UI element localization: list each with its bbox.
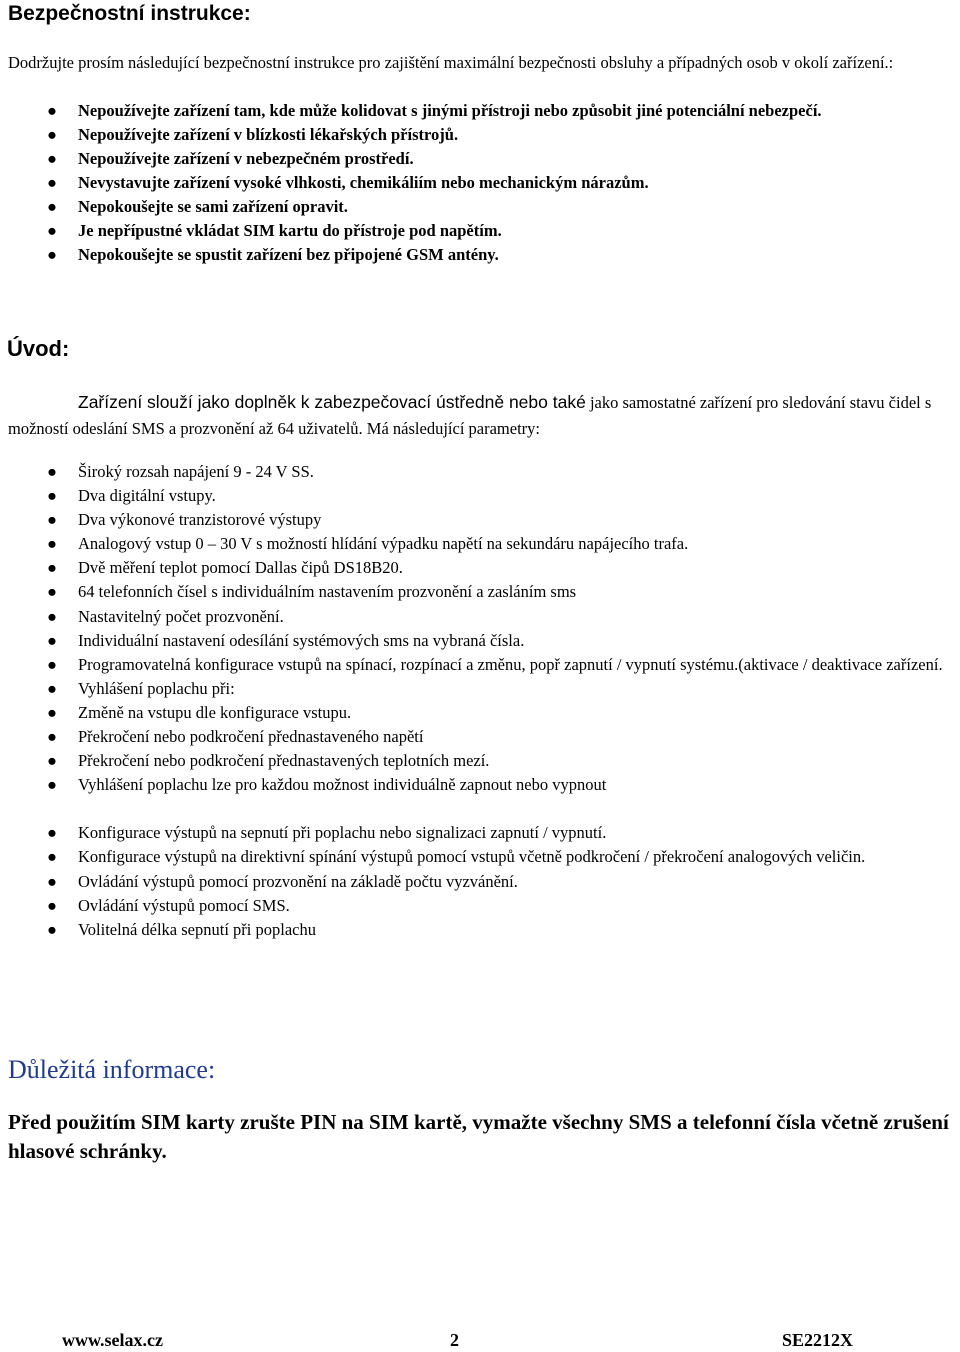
- safety-intro: Dodržujte prosím následující bezpečnostní instrukce pro zajištění maximální bezpečnosti obsluhy a případných osob v okolí zařízení.:: [8, 53, 894, 72]
- list-item: ● Vyhlášení poplachu při: ● Změně na vstupu dle konfigurace vstupu. ● Překročení nebo podkročení přednastaveného napětí ● Překročení nebo podkročení přednastavených teplotních mezí. ● Vyhlášení poplachu lze pro každou možnost individuálně zapnout nebo vypnout: [78, 677, 958, 797]
- bullet-icon: ●: [47, 125, 57, 144]
- important-text: Před použitím SIM karty zrušte PIN na SIM kartě, vymažte všechny SMS a telefonní čísla včetně zrušení hlasové schránky.: [8, 1110, 949, 1163]
- intro-lead: Zařízení slouží jako doplněk k zabezpečovací ústředně nebo také: [78, 392, 586, 412]
- bullet-icon: ●: [47, 149, 57, 168]
- list-item: ● Překročení nebo podkročení přednastavených teplotních mezí.: [78, 749, 958, 773]
- list-item: ● Analogový vstup 0 – 30 V s možností hlídání výpadku napětí na sekundáru napájecího trafa.: [78, 532, 958, 556]
- list-item: ● Ovládání výstupů pomocí prozvonění na základě počtu vyzvánění.: [78, 870, 958, 894]
- bullet-icon: ●: [47, 919, 57, 939]
- intro-rest: jako samostatné zařízení pro sledování stavu čidel s možností odeslání SMS a prozvonění až 64 uživatelů. Má následující parametry:: [8, 393, 932, 438]
- list-item: ● Dva digitální vstupy.: [78, 484, 958, 508]
- list-item: ● Změně na vstupu dle konfigurace vstupu.: [78, 701, 958, 725]
- bullet-icon: ●: [47, 558, 57, 578]
- bullet-icon: ●: [47, 895, 57, 915]
- list-item: ● Nevystavujte zařízení vysoké vlhkosti, chemikáliím nebo mechanickým nárazům.: [78, 171, 948, 195]
- list-item: ● Vyhlášení poplachu lze pro každou možnost individuálně zapnout nebo vypnout: [78, 773, 958, 797]
- bullet-icon: ●: [47, 847, 57, 867]
- list-item: ● Individuální nastavení odesílání systémových sms na vybraná čísla.: [78, 629, 958, 653]
- footer-page-number: 2: [450, 1330, 459, 1350]
- bullet-icon: ●: [47, 197, 57, 216]
- list-item: ● Nepokoušejte se spustit zařízení bez připojené GSM antény.: [78, 243, 948, 267]
- list-item: ● Dva výkonové tranzistorové výstupy: [78, 508, 958, 532]
- list-item: ● Nepokoušejte se sami zařízení opravit.: [78, 195, 948, 219]
- bullet-icon: ●: [47, 245, 57, 264]
- alarm-sublist: [47, 701, 958, 797]
- list-item: ● Ovládání výstupů pomocí SMS.: [78, 894, 958, 918]
- bullet-icon: ●: [47, 173, 57, 192]
- list-spacer: [78, 797, 958, 821]
- bullet-icon: ●: [47, 101, 57, 120]
- bullet-icon: ●: [47, 654, 57, 674]
- bullet-icon: ●: [47, 678, 57, 698]
- list-item: ● Nastavitelný počet prozvonění.: [78, 605, 958, 629]
- footer-model: SE2212X: [782, 1330, 854, 1350]
- bullet-icon: ●: [47, 486, 57, 506]
- list-item: ● Překročení nebo podkročení přednastaveného napětí: [78, 725, 958, 749]
- list-item: ● Dvě měření teplot pomocí Dallas čipů DS18B20.: [78, 556, 958, 580]
- bullet-icon: ●: [47, 221, 57, 240]
- list-item: ● Konfigurace výstupů na direktivní spínání výstupů pomocí vstupů včetně podkročení / překročení analogových veličin.: [78, 845, 958, 869]
- intro-heading: Úvod:: [7, 336, 70, 361]
- intro-paragraph: [8, 389, 953, 442]
- bullet-icon: ●: [47, 462, 57, 481]
- bullet-icon: ●: [47, 534, 57, 554]
- bullet-icon: ●: [47, 606, 57, 626]
- list-item: ● Je nepřípustné vkládat SIM kartu do přístroje pod napětím.: [78, 219, 948, 243]
- bullet-icon: ●: [47, 871, 57, 891]
- list-item: ● Nepoužívejte zařízení v nebezpečném prostředí.: [78, 147, 948, 171]
- bullet-icon: ●: [47, 702, 57, 722]
- bullet-icon: ●: [47, 510, 57, 530]
- important-heading: Důležitá informace:: [8, 1055, 216, 1084]
- bullet-icon: ●: [47, 727, 57, 747]
- bullet-icon: ●: [47, 630, 57, 650]
- bullet-icon: ●: [47, 775, 57, 795]
- list-item: ● Nepoužívejte zařízení v blízkosti lékařských přístrojů.: [78, 123, 948, 147]
- list-item: ● Nepoužívejte zařízení tam, kde může kolidovat s jinými přístroji nebo způsobit jiné potenciální nebezpečí.: [78, 99, 948, 123]
- list-item: ● Programovatelná konfigurace vstupů na spínací, rozpínací a změnu, popř zapnutí / vypnutí systému.(aktivace / deaktivace zařízení.: [78, 653, 958, 677]
- list-item: ● Volitelná délka sepnutí při poplachu: [78, 918, 958, 942]
- safety-heading: Bezpečnostní instrukce:: [8, 2, 251, 25]
- footer-website: www.selax.cz: [62, 1330, 163, 1350]
- bullet-icon: ●: [47, 823, 57, 843]
- bullet-icon: ●: [47, 751, 57, 771]
- feature-list: [47, 460, 958, 942]
- list-item: ● Konfigurace výstupů na sepnutí při poplachu nebo signalizaci zapnutí / vypnutí.: [78, 821, 958, 845]
- safety-list: [47, 99, 948, 267]
- page-footer: [0, 1330, 960, 1352]
- bullet-icon: ●: [47, 582, 57, 602]
- list-item: ● Široký rozsah napájení 9 - 24 V SS.: [78, 460, 958, 484]
- list-item: ● 64 telefonních čísel s individuálním nastavením prozvonění a zasláním sms: [78, 580, 958, 604]
